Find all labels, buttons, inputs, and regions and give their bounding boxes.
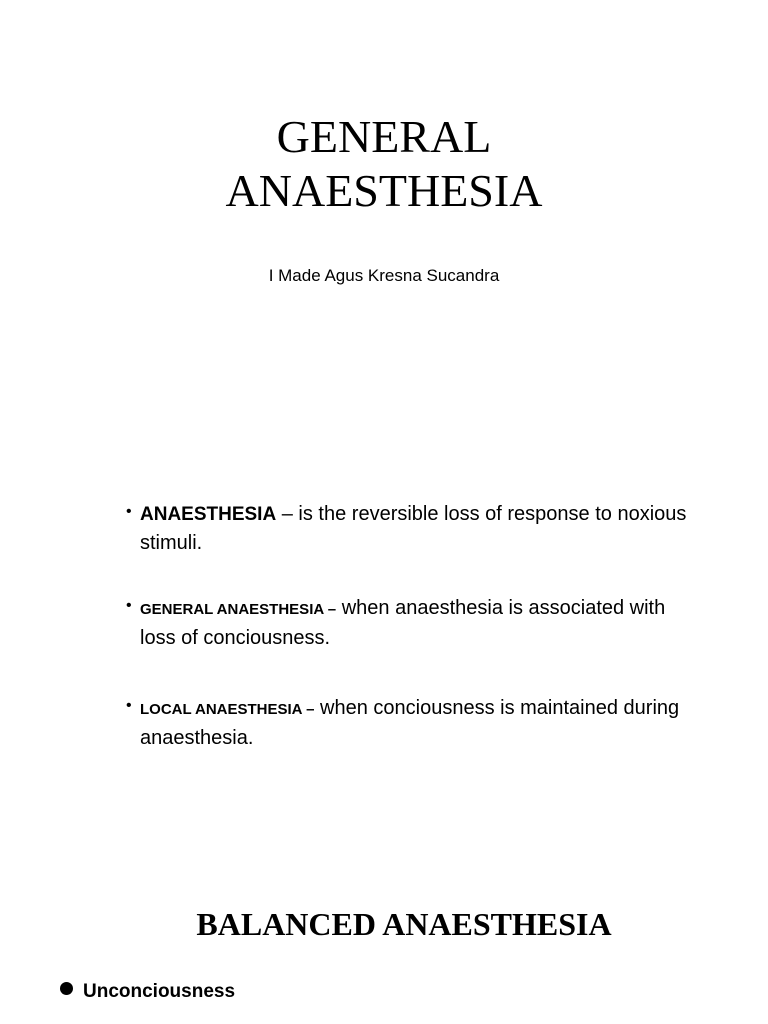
- definition-term: GENERAL ANAESTHESIA –: [140, 601, 337, 618]
- slide-title: [0, 110, 768, 218]
- title-line-2: ANAESTHESIA: [225, 165, 543, 216]
- bullet-icon: •: [126, 503, 132, 520]
- bullet-icon: •: [126, 697, 132, 714]
- author-name: I Made Agus Kresna Sucandra: [268, 266, 500, 285]
- definition-text: when conciousness is maintained during anaesthesia.: [140, 697, 680, 749]
- bullet-icon: •: [126, 597, 132, 614]
- section-heading: BALANCED ANAESTHESIA: [196, 906, 612, 942]
- definition-item-anaesthesia: [126, 500, 700, 557]
- definition-item-general-anaesthesia: [126, 594, 700, 652]
- definition-text: when anaesthesia is associated with loss of conciousness.: [140, 597, 666, 649]
- title-line-1: GENERAL: [276, 111, 492, 162]
- list-item-label: Unconciousness: [83, 981, 236, 1002]
- definition-term: LOCAL ANAESTHESIA –: [140, 701, 315, 718]
- list-item-unconciousness: [60, 978, 235, 1006]
- bullet-icon: [60, 982, 73, 995]
- definition-text: – is the reversible loss of response to noxious stimuli.: [140, 503, 687, 554]
- definition-item-local-anaesthesia: [126, 694, 700, 752]
- definition-term: ANAESTHESIA: [140, 504, 277, 525]
